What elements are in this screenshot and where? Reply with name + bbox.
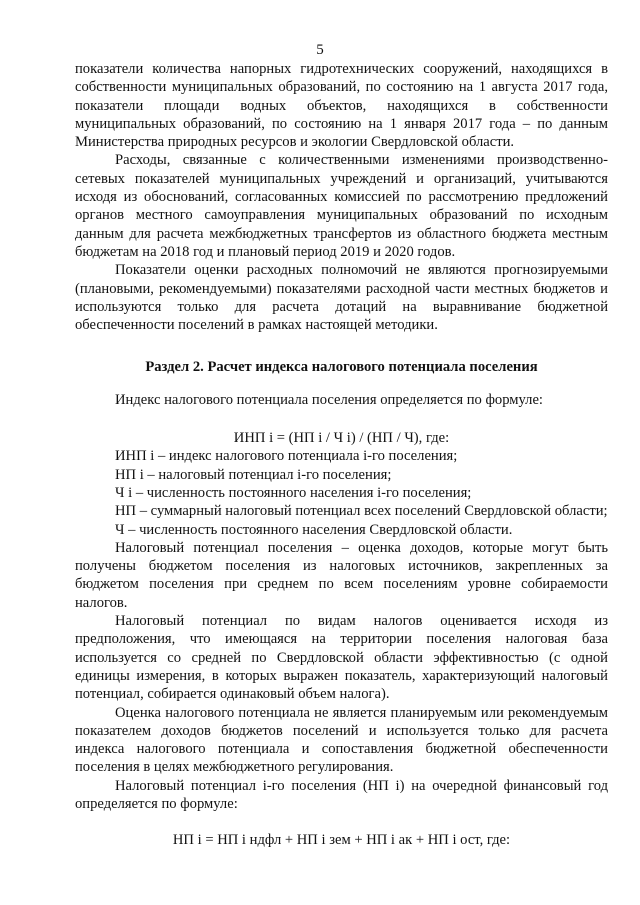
- formula-intro: Индекс налогового потенциала поселения определяется по формуле:: [115, 391, 543, 408]
- paragraph-tax-types: Налоговый потенциал по видам налогов оценивается исходя из предположения, что имеющаяся на территории поселения налоговая база используется со средней по Свердловской области эффективностью (с одной единицы измерения, в которых выражен показатель, характеризующий налоговый потенциал, собирается одинаковый объем налога).: [75, 613, 608, 703]
- page-number: 5: [316, 42, 324, 58]
- paragraph-indicators: Показатели оценки расходных полномочий не являются прогнозируемыми (плановыми, рекомендуемыми) показателями расходной части местных бюджетов и используются только для расчета дотаций на выравнивание бюджетной обеспеченности поселений в рамках настоящей методики.: [75, 262, 608, 334]
- paragraph-water-objects: показатели количества напорных гидротехнических сооружений, находящихся в собственности муниципальных образований, по состоянию на 1 августа 2017 года, показатели площади водных объектов, находящихся в собственности муниципальных образований, по состоянию на 1 января 2017 года – по данным Министерства природных ресурсов и экологии Свердловской области.: [75, 61, 608, 151]
- definition-item: ИНП i – индекс налогового потенциала i-го поселения;: [115, 448, 458, 465]
- paragraph-formula-intro: Налоговый потенциал i-го поселения (НП i) на очередной финансовый год определяется по формуле:: [75, 777, 608, 812]
- definitions-list: [75, 447, 608, 538]
- formula-index: ИНП i = (НП i / Ч i) / (НП / Ч), где:: [233, 430, 450, 447]
- page-content: [75, 60, 608, 850]
- paragraph-tax-potential: Налоговый потенциал поселения – оценка доходов, которые могут быть получены бюджетом поселения из налоговых источников, закрепленных за бюджетом поселения при среднем по всем поселениям уровне собираемости налогов.: [75, 539, 608, 611]
- paragraph-estimate: Оценка налогового потенциала не является планируемым или рекомендуемым показателем доходов бюджетов поселений и используется только для расчета индекса налогового потенциала и сопоставления бюджетной обеспеченности поселения в целях межбюджетного регулирования.: [75, 704, 608, 776]
- definition-item: Ч – численность постоянного населения Свердловской области.: [115, 521, 513, 538]
- section-heading: Раздел 2. Расчет индекса налогового потенциала поселения: [145, 359, 538, 376]
- definition-item: Ч i – численность постоянного населения i-го поселения;: [115, 484, 472, 501]
- definition-item: НП i – налоговый потенциал i-го поселения;: [115, 466, 392, 483]
- formula-tax-potential: НП i = НП i ндфл + НП i зем + НП i ак + НП i ост, где:: [172, 832, 511, 849]
- paragraph-expenses: Расходы, связанные с количественными изменениями производственно-сетевых показателей муниципальных учреждений и организаций, учитываются исходя из обоснований, согласованных комиссией по рассмотрению предложений органов местного самоуправления муниципальных образований по исходным данным для расчета межбюджетных трансфертов из областного бюджета местным бюджетам на 2018 год и плановый период 2019 и 2020 годов.: [75, 152, 608, 260]
- definition-item: НП – суммарный налоговый потенциал всех поселений Свердловской области;: [115, 503, 608, 520]
